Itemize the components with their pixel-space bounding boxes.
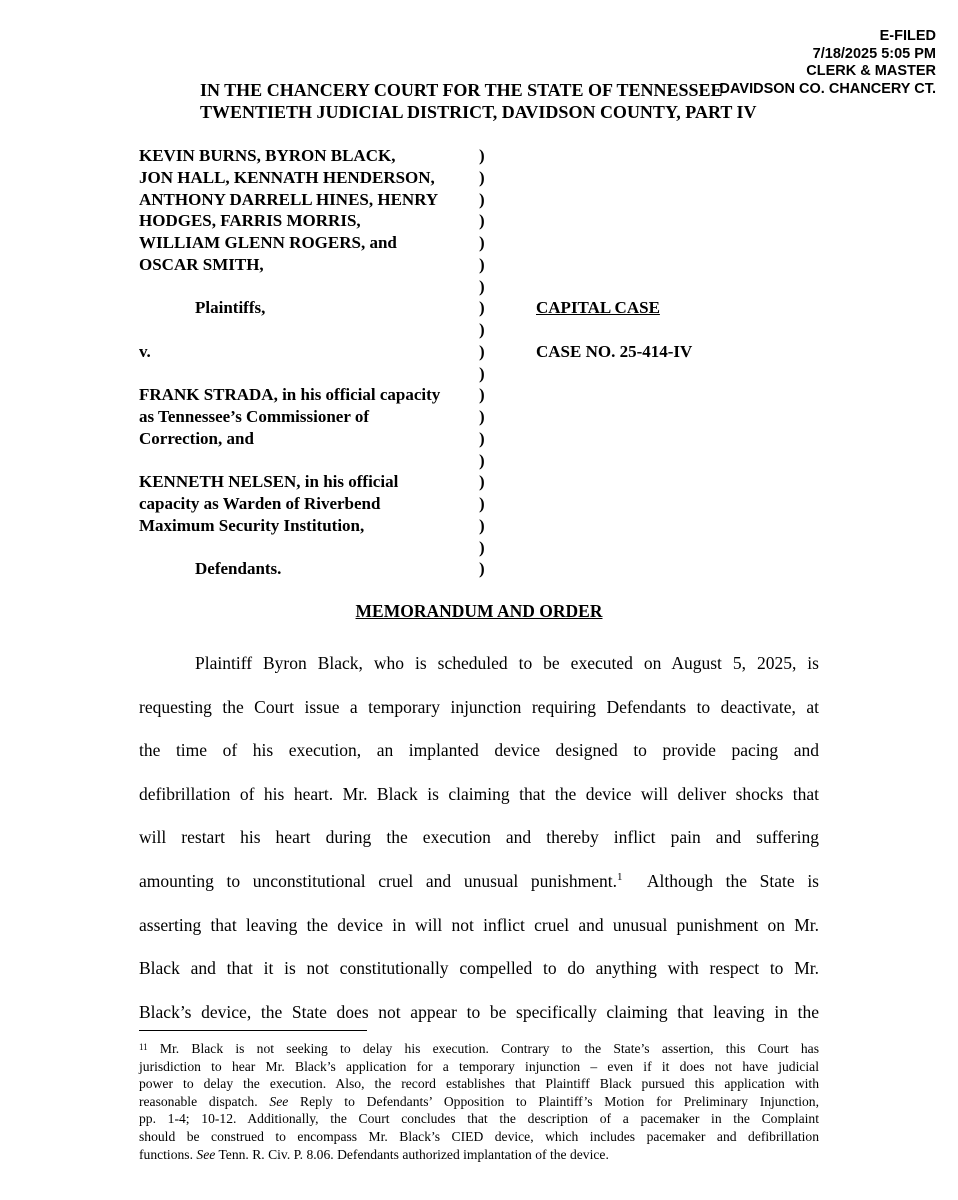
memorandum-title: MEMORANDUM AND ORDER — [355, 601, 603, 621]
body-line-text: amounting to unconstitutional cruel and unusual punishment. — [139, 870, 617, 891]
defendant-line: Correction, and — [139, 428, 254, 448]
caption-paren: ) — [479, 494, 485, 513]
plaintiff-line: KEVIN BURNS, BYRON BLACK, — [139, 146, 396, 165]
footnote-text: reasonable dispatch. — [139, 1093, 258, 1109]
defendant-line: Maximum Security Institution, — [139, 515, 365, 535]
footnote-text: Reply to Defendants’ Opposition to Plaintiff’s Motion for Preliminary Injunction, — [300, 1093, 819, 1109]
footnote-marker: 11 — [139, 1042, 148, 1052]
footnote — [139, 1040, 819, 1163]
body-line: the time of his execution, an implanted device designed to provide pacing and — [139, 740, 819, 761]
defendant-line: KENNETH NELSEN, in his official — [139, 472, 399, 492]
footnote-line — [139, 1146, 819, 1164]
caption-paren: ) — [479, 211, 485, 231]
body-line: asserting that leaving the device in will not inflict cruel and unusual punishment on Mr. — [139, 914, 819, 935]
defendant-line: capacity as Warden of Riverbend — [139, 494, 381, 513]
stamp-efiled: E-FILED — [879, 28, 936, 44]
body-line: Black and that it is not constitutionally compelled to do anything with respect to Mr. — [139, 958, 819, 979]
footnote-see-signal: See — [196, 1146, 216, 1162]
caption-paren: ) — [479, 385, 485, 405]
caption-paren: ) — [479, 407, 485, 426]
caption-paren: ) — [479, 515, 485, 535]
footnote-line — [139, 1093, 819, 1111]
caption-paren: ) — [479, 233, 485, 252]
footnote-line: jurisdiction to hear Mr. Black’s application for a temporary injunction – even if it does not have judicial — [139, 1058, 819, 1074]
stamp-court: DAVIDSON CO. CHANCERY CT. — [719, 80, 936, 97]
stamp-datetime: 7/18/2025 5:05 PM — [812, 45, 936, 62]
capital-case-label: CAPITAL CASE — [536, 298, 660, 318]
court-name: IN THE CHANCERY COURT FOR THE STATE OF TENNESSEE — [200, 80, 723, 100]
footnote-line — [139, 1040, 819, 1058]
plaintiff-line: OSCAR SMITH, — [139, 254, 264, 274]
footnote-see-signal: See — [269, 1093, 289, 1109]
caption-paren: ) — [479, 189, 485, 209]
caption-paren: ) — [479, 559, 485, 579]
plaintiff-line: ANTHONY DARRELL HINES, HENRY — [139, 189, 439, 209]
court-district: TWENTIETH JUDICIAL DISTRICT, DAVIDSON COUNTY, PART IV — [200, 102, 757, 122]
body-line: Plaintiff Byron Black, who is scheduled to be executed on August 5, 2025, is — [195, 653, 819, 673]
stamp-clerk: CLERK & MASTER — [806, 63, 936, 79]
footnote-text: Tenn. R. Civ. P. 8.06. Defendants authorized implantation of the device. — [218, 1146, 609, 1162]
plaintiffs-label: Plaintiffs, — [195, 298, 266, 318]
footnote-text: functions. — [139, 1146, 193, 1162]
caption-paren: ) — [479, 363, 485, 383]
caption-paren: ) — [479, 320, 485, 339]
court-header — [200, 79, 757, 123]
plaintiff-line: HODGES, FARRIS MORRIS, — [139, 211, 361, 231]
footnote-text: Mr. Black is not seeking to delay his execution. Contrary to the State’s assertion, this Court has — [159, 1041, 819, 1056]
caption-paren: ) — [479, 450, 485, 470]
plaintiff-line: JON HALL, KENNATH HENDERSON, — [139, 167, 435, 187]
caption-paren: ) — [479, 254, 485, 274]
body-line: Black’s device, the State does not appear to be specifically claiming that leaving in the — [139, 1001, 819, 1022]
caption-paren: ) — [479, 146, 485, 165]
body-paragraph — [139, 642, 819, 1034]
footnote-reference[interactable]: 1 — [616, 871, 623, 884]
defendant-line: as Tennessee’s Commissioner of — [139, 407, 369, 426]
case-number: CASE NO. 25-414-IV — [536, 341, 693, 361]
plaintiff-line: WILLIAM GLENN ROGERS, and — [139, 233, 397, 252]
defendant-line: FRANK STRADA, in his official capacity — [139, 385, 441, 405]
caption-paren: ) — [479, 298, 485, 318]
body-line: requesting the Court issue a temporary injunction requiring Defendants to deactivate, at — [139, 696, 819, 717]
caption-paren: ) — [479, 472, 485, 492]
body-line-with-footnote — [139, 860, 819, 904]
caption-paren: ) — [479, 428, 485, 448]
caption-paren: ) — [479, 537, 485, 557]
caption-paren: ) — [479, 276, 485, 296]
footnote-line: pp. 1-4; 10-12. Additionally, the Court concludes that the description of a pacemaker in the Complaint — [139, 1111, 819, 1127]
footnote-line: power to delay the execution. Also, the record establishes that Plaintiff Black pursued this application with — [139, 1076, 819, 1092]
body-line: defibrillation of his heart. Mr. Black is claiming that the device will deliver shocks that — [139, 783, 819, 804]
footnote-separator — [139, 1030, 367, 1031]
body-line-tail: Although the State is — [622, 870, 819, 891]
body-line: will restart his heart during the execution and thereby inflict pain and suffering — [139, 827, 819, 848]
footnote-line: should be construed to encompass Mr. Black’s CIED device, which includes pacemaker and defibrillation — [139, 1128, 819, 1144]
defendants-label: Defendants. — [195, 559, 282, 579]
versus-label: v. — [139, 341, 151, 361]
caption-paren: ) — [479, 167, 485, 187]
caption-paren: ) — [479, 341, 485, 361]
